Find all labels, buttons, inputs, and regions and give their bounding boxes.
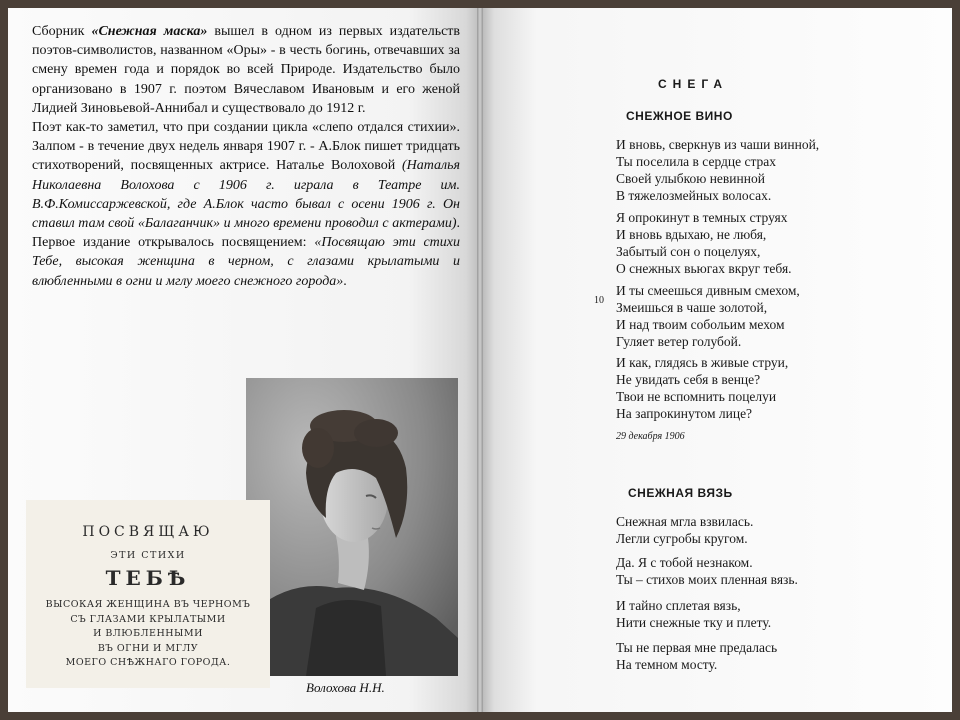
dedication-text-line: И ВЛЮБЛЕННЫМИ: [93, 628, 203, 639]
poem-line: Забытый сон о поцелуях,: [616, 244, 761, 259]
poem-line: Своей улыбкою невинной: [616, 171, 765, 186]
right-page: [480, 8, 952, 712]
portrait-illustration: [246, 378, 458, 676]
photo-caption: Волохова Н.Н.: [306, 680, 385, 695]
poem2-stanza: [616, 639, 777, 673]
poem-line: Ты – стихов моих пленная вязь.: [616, 572, 798, 587]
volokhova-portrait-photo: [246, 378, 458, 676]
poem2-stanza: [616, 554, 798, 588]
intro-paragraph-2: [32, 118, 460, 291]
dedication-line-2: ЭТИ СТИХИ: [110, 550, 186, 561]
poem-line: Змеишься в чаше золотой,: [616, 300, 768, 315]
dedication-page-image: [26, 500, 270, 688]
poem-line: Нити снежные тку и плету.: [616, 615, 772, 630]
intro-paragraph-1: [32, 22, 460, 118]
cycle-title: СНЕГА: [658, 77, 729, 91]
volokhova-note: (Наталья Николаевна Волохова с 1906 г. играла в Театре им. В.Ф.Комиссаржевской, где А.Блок часто бывал с осени 1906 г. Он ставил там свой «Балаганчик» и много времени проводил с актерами): [32, 158, 460, 232]
dedication-text-line: ВЫСОКАЯ ЖЕНЩИНА ВЪ ЧЕРНОМЪ: [45, 599, 251, 610]
dedication-quote: «Посвящаю эти стихи Тебе, высокая женщина в черном, с глазами крылатыми и влюбленными в огни и мглу моего снежного города»: [32, 235, 460, 289]
poem1-stanza: [616, 354, 788, 422]
poem-line: Гуляет ветер голубой.: [616, 334, 742, 349]
poem-line: И вновь вдыхаю, не любя,: [616, 227, 767, 242]
poem-line: Ты не первая мне предалась: [616, 640, 778, 655]
poem-line: И тайно сплетая вязь,: [616, 598, 741, 613]
poem-line: На запрокинутом лице?: [616, 406, 753, 421]
poem-line: О снежных вьюгах вкруг тебя.: [616, 261, 792, 276]
poem2-stanza: [616, 513, 753, 547]
poems: [480, 8, 952, 712]
dedication-text-line: СЪ ГЛАЗАМИ КРЫЛАТЫМИ: [70, 613, 226, 625]
poem1-stanza: [616, 136, 819, 204]
intro-p2-start: Поэт как-то заметил, что при создании цикла «слепо отдался стихии». Залпом - в течение двух недель января 1907 г. - А.Блок пишет тридцать стихотворений, посвященных актрисе. Наталье Волоховой: [32, 120, 460, 174]
poem-title-snezhnaya-vyaz: СНЕЖНАЯ ВЯЗЬ: [628, 486, 733, 500]
dedication-lines: [26, 598, 270, 671]
intro-p2-middle: . Первое издание открывалось посвящением:: [32, 216, 460, 251]
poem-line: Ты поселила в сердце страх: [616, 154, 777, 169]
book-spread: [8, 8, 952, 712]
poem-line: И как, глядясь в живые струи,: [616, 355, 789, 370]
poem-line: Да. Я с тобой незнаком.: [616, 555, 753, 570]
poem-date: 29 декабря 1906: [616, 431, 685, 442]
left-page: [8, 8, 480, 712]
poem1-stanza: [616, 209, 792, 277]
poem1-stanza: [616, 282, 800, 350]
collection-title: «Снежная маска»: [91, 24, 208, 39]
poem-line: И над твоим собольим мехом: [616, 317, 785, 332]
poem-line: Не увидать себя в венце?: [616, 372, 761, 387]
intro-p1-rest: вышел в одном из первых издательств поэтов-символистов, названном «Оры» - в честь богинь, отвечавших за смену времен года и порядок во всей Природе. Издательство было организовано в 1907 г. поэтом Вячеславом Ивановым и его женой Лидией Зиновьевой-Аннибал и существовало до 1912 г.: [32, 24, 461, 116]
dedication-text-line: ВЪ ОГНИ И МГЛУ: [97, 642, 199, 654]
poem-line: Снежная мгла взвилась.: [616, 514, 754, 529]
poem-line: И вновь, сверкнув из чаши винной,: [616, 137, 820, 152]
intro-p2-end: .: [343, 273, 347, 289]
poem-title-snezhnoe-vino: СНЕЖНОЕ ВИНО: [626, 109, 733, 123]
poem-line: И ты смеешься дивным смехом,: [616, 283, 800, 298]
intro-text: [32, 22, 460, 291]
intro-p1-start: Сборник: [32, 24, 92, 39]
dedication-text-line: МОЕГО СНѢЖНАГО ГОРОДА.: [65, 657, 231, 668]
poem2-stanza: [616, 597, 771, 631]
dedication-line-1: ПОСВЯЩАЮ: [82, 524, 214, 540]
poem-line: В тяжелозмейных волосах.: [616, 188, 772, 203]
poem-line: Твои не вспомнить поцелуи: [616, 389, 777, 404]
poem-line: Я опрокинут в темных струях: [616, 210, 788, 225]
page-number: 10: [594, 295, 604, 306]
poem-line: Легли сугробы кругом.: [616, 531, 748, 546]
book-spine: [477, 8, 483, 712]
dedication-line-3: ТЕБѢ: [105, 566, 191, 590]
poem-line: На темном мосту.: [616, 657, 718, 672]
